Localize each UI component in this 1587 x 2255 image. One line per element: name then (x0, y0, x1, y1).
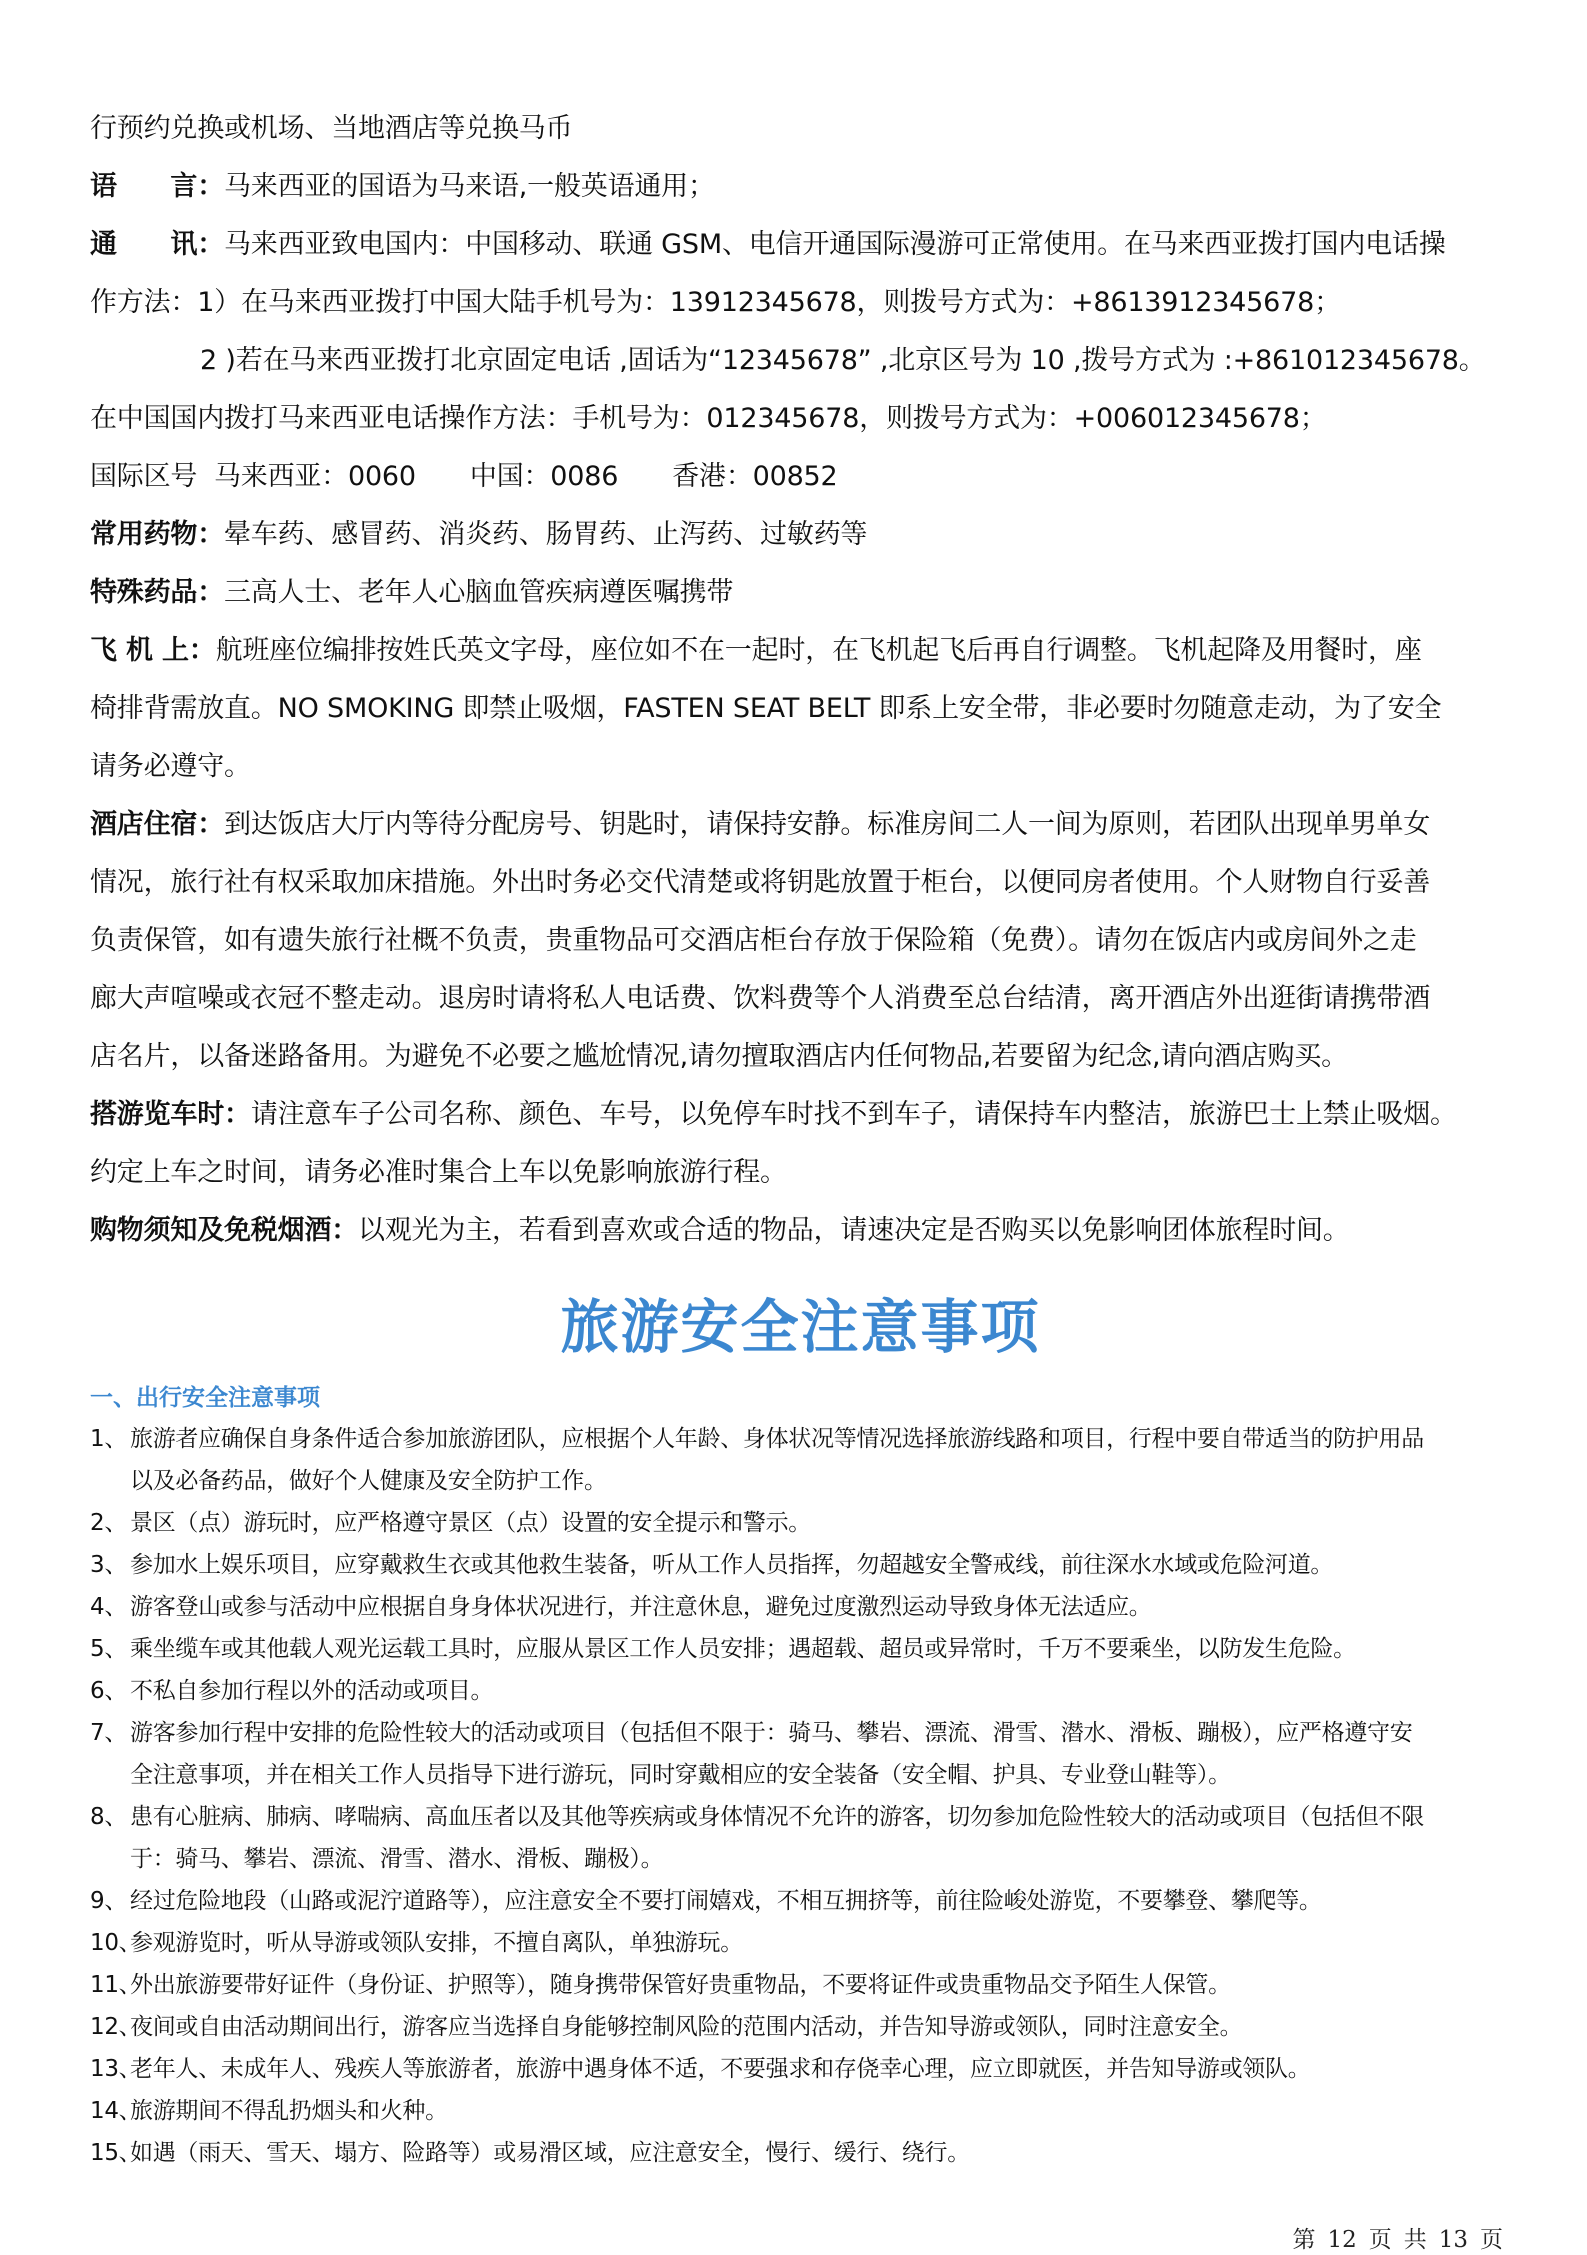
list-item-text: 于：骑马、攀岩、漂流、滑雪、潜水、滑板、蹦极）。 (130, 1846, 664, 1872)
text-line: 负责保管，如有遗失旅行社概不负责，贵重物品可交酒店柜台存放于保险箱（免费）。请勿在饭店内或房间外之走 (90, 925, 1417, 956)
list-item-number: 10、 (90, 1930, 142, 1956)
list-item (90, 1502, 1511, 1544)
shopping-line (90, 1202, 1511, 1260)
list-item-text: 老年人、未成年人、残疾人等旅游者，旅游中遇身体不适，不要强求和存侥幸心理，应立即就医，并告知导游或领队。 (130, 2056, 1311, 2082)
list-item-number: 6、 (90, 1678, 128, 1704)
medicine-text: 晕车药、感冒药、消炎药、肠胃药、止泻药、过敏药等 (224, 519, 868, 550)
medicine-label: 常用药物： (90, 519, 224, 550)
shopping-text: 以观光为主，若看到喜欢或合适的物品，请速决定是否购买以免影响团体旅程时间。 (358, 1215, 1350, 1246)
list-item-text: 如遇（雨天、雪天、塌方、险路等）或易滑区域，应注意安全，慢行、缓行、绕行。 (130, 2140, 970, 2166)
list-item-text: 患有心脏病、肺病、哮喘病、高血压者以及其他等疾病或身体情况不允许的游客，切勿参加危险性较大的活动或项目（包括但不限 (130, 1804, 1424, 1830)
code-malaysia: 马来西亚：0060 (213, 461, 416, 492)
list-item (90, 1712, 1511, 1754)
special-medicine-line (90, 564, 1511, 622)
list-item-text: 景区（点）游玩时，应严格遵守景区（点）设置的安全提示和警示。 (130, 1510, 812, 1536)
list-item (90, 2090, 1511, 2132)
list-item-number: 7、 (90, 1720, 128, 1746)
code-hongkong: 香港：00852 (672, 461, 838, 492)
list-item-number: 3、 (90, 1552, 128, 1578)
list-item-number: 2、 (90, 1510, 128, 1536)
list-item (90, 1586, 1511, 1628)
list-item-number: 9、 (90, 1888, 128, 1914)
list-item (90, 2048, 1511, 2090)
page-footer (1286, 2225, 1509, 2255)
list-item-number: 4、 (90, 1594, 128, 1620)
bus-label: 搭游览车时： (90, 1099, 251, 1130)
plane-label: 飞 机 上： (90, 635, 216, 666)
language-line (90, 158, 1511, 216)
footer-text: 页 (1368, 2227, 1392, 2253)
list-item-text: 外出旅游要带好证件（身份证、护照等），随身携带保管好贵重物品，不要将证件或贵重物品交予陌生人保管。 (130, 1972, 1231, 1998)
list-item-text: 参加水上娱乐项目，应穿戴救生衣或其他救生装备，听从工作人员指挥，勿超越安全警戒线，前往深水水域或危险河道。 (130, 1552, 1334, 1578)
list-item (90, 1754, 1511, 1796)
text-line: 廊大声喧噪或衣冠不整走动。退房时请将私人电话费、饮料费等个人消费至总台结清，离开酒店外出逛街请携带酒 (90, 983, 1430, 1014)
list-item-number: 1、 (90, 1426, 128, 1452)
list-item-text: 旅游期间不得乱扔烟头和火种。 (130, 2098, 448, 2124)
medicine-line (90, 506, 1511, 564)
codes-label: 国际区号 (90, 461, 198, 492)
list-item-text: 参观游览时，听从导游或领队安排，不擅自离队，单独游玩。 (130, 1930, 743, 1956)
bus-text: 请注意车子公司名称、颜色、车号，以免停车时找不到车子，请保持车内整洁，旅游巴士上禁止吸烟。 (250, 1099, 1457, 1130)
communication-text: 马来西亚致电国内：中国移动、联通 GSM、电信开通国际漫游可正常使用。在马来西亚拨打国内电话操 (224, 229, 1446, 260)
footer-text: 页 (1480, 2227, 1503, 2253)
list-item-number: 13、 (90, 2056, 142, 2082)
list-item-number: 14、 (90, 2098, 142, 2124)
travel-info-block (90, 100, 1511, 1260)
communication-line (90, 216, 1511, 274)
page-total: 13 (1438, 2227, 1468, 2253)
footer-text: 第 (1292, 2227, 1316, 2253)
list-item-text: 游客登山或参与活动中应根据自身身体状况进行，并注意休息，避免过度激烈运动导致身体无法适应。 (130, 1594, 1152, 1620)
list-item (90, 1796, 1511, 1838)
list-item-number: 12、 (90, 2014, 142, 2040)
safety-list (90, 1418, 1511, 2174)
list-item-text: 全注意事项，并在相关工作人员指导下进行游玩，同时穿戴相应的安全装备（安全帽、护具、专业登山鞋等）。 (130, 1762, 1231, 1788)
footer-text: 共 (1403, 2227, 1427, 2253)
text-line: 2 )若在马来西亚拨打北京固定电话 ,固话为“12345678” ,北京区号为 10 ,拨号方式为 :+861012345678。 (200, 345, 1486, 376)
list-item (90, 1460, 1511, 1502)
section-heading: 一、出行安全注意事项 (90, 1385, 320, 1411)
list-item (90, 1628, 1511, 1670)
list-item (90, 1418, 1511, 1460)
text-line: 行预约兑换或机场、当地酒店等兑换马币 (90, 113, 573, 144)
list-item-number: 11、 (90, 1972, 142, 1998)
list-item (90, 1838, 1511, 1880)
plane-text: 航班座位编排按姓氏英文字母，座位如不在一起时，在飞机起飞后再自行调整。飞机起降及用餐时，座 (215, 635, 1422, 666)
list-item-number: 15、 (90, 2140, 142, 2166)
page-number: 12 (1327, 2227, 1357, 2253)
list-item-number: 5、 (90, 1636, 128, 1662)
list-item (90, 2006, 1511, 2048)
text-line: 约定上车之时间，请务必准时集合上车以免影响旅游行程。 (90, 1157, 787, 1188)
list-item-text: 以及必备药品，做好个人健康及安全防护工作。 (130, 1468, 607, 1494)
language-label: 语 言： (90, 171, 224, 202)
country-codes-line (90, 448, 1511, 506)
list-item (90, 1880, 1511, 1922)
list-item-text: 不私自参加行程以外的活动或项目。 (130, 1678, 494, 1704)
list-item-number: 8、 (90, 1804, 128, 1830)
code-china: 中国：0086 (469, 461, 619, 492)
bus-line (90, 1086, 1511, 1144)
list-item-text: 经过危险地段（山路或泥泞道路等），应注意安全不要打闹嬉戏，不相互拥挤等，前往险峻处游览，不要攀登、攀爬等。 (130, 1888, 1322, 1914)
text-line: 请务必遵守。 (90, 751, 251, 782)
special-medicine-text: 三高人士、老年人心脑血管疾病遵医嘱携带 (224, 577, 734, 608)
text-line: 店名片，以备迷路备用。为避免不必要之尴尬情况,请勿擅取酒店内任何物品,若要留为纪念,请向酒店购买。 (90, 1041, 1348, 1072)
list-item-text: 游客参加行程中安排的危险性较大的活动或项目（包括但不限于：骑马、攀岩、漂流、滑雪、潜水、滑板、蹦极），应严格遵守安 (130, 1720, 1413, 1746)
list-item-text: 乘坐缆车或其他载人观光运载工具时，应服从景区工作人员安排；遇超载、超员或异常时，千万不要乘坐，以防发生危险。 (130, 1636, 1356, 1662)
list-item (90, 2132, 1511, 2174)
list-item (90, 1922, 1511, 1964)
text-line: 椅排背需放直。NO SMOKING 即禁止吸烟，FASTEN SEAT BELT 即系上安全带，非必要时勿随意走动，为了安全 (90, 693, 1442, 724)
hotel-text: 到达饭店大厅内等待分配房号、钥匙时，请保持安静。标准房间二人一间为原则，若团队出现单男单女 (224, 809, 1430, 840)
text-line: 情况，旅行社有权采取加床措施。外出时务必交代清楚或将钥匙放置于柜台，以便同房者使用。个人财物自行妥善 (90, 867, 1430, 898)
list-item-text: 旅游者应确保自身条件适合参加旅游团队，应根据个人年龄、身体状况等情况选择旅游线路和项目，行程中要自带适当的防护用品 (130, 1426, 1424, 1452)
list-item (90, 1964, 1511, 2006)
text-line: 作方法：1）在马来西亚拨打中国大陆手机号为：13912345678，则拨号方式为：+8613912345678； (90, 287, 1341, 318)
plane-line (90, 622, 1511, 680)
text-line: 在中国国内拨打马来西亚电话操作方法：手机号为：012345678，则拨号方式为：+006012345678； (90, 403, 1327, 434)
list-item (90, 1544, 1511, 1586)
page-title: 旅游安全注意事项 (560, 1293, 1041, 1361)
language-text: 马来西亚的国语为马来语,一般英语通用； (224, 171, 715, 202)
hotel-line (90, 796, 1511, 854)
hotel-label: 酒店住宿： (90, 809, 224, 840)
list-item (90, 1670, 1511, 1712)
list-item-text: 夜间或自由活动期间出行，游客应当选择自身能够控制风险的范围内活动，并告知导游或领队，同时注意安全。 (130, 2014, 1243, 2040)
special-medicine-label: 特殊药品： (90, 577, 224, 608)
shopping-label: 购物须知及免税烟酒： (90, 1215, 358, 1246)
communication-label: 通 讯： (90, 229, 224, 260)
